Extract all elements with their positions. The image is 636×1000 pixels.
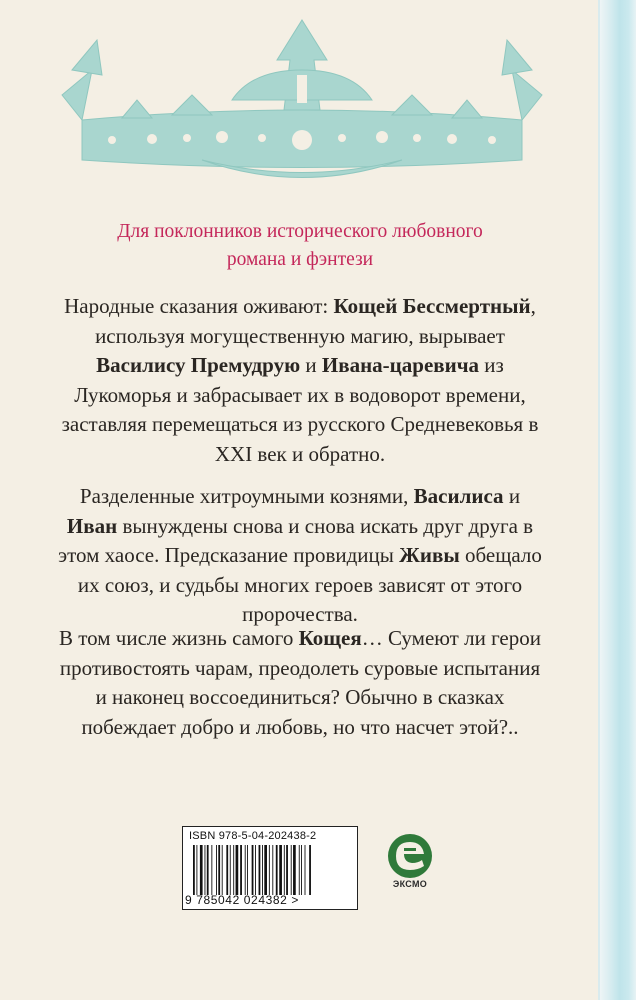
tagline-line-2: романа и фэнтези: [226, 249, 374, 270]
name-ivan: Ивана-царевича: [321, 353, 480, 377]
barcode-digits: 9 785042 024382 >: [185, 893, 299, 907]
text-run: В том числе жизнь самого: [59, 626, 299, 650]
text-run: обещало их союз, и судьбы многих героев зависят от этого пророчества.: [77, 543, 542, 626]
name-vasilisa: Василису Премудрую: [96, 353, 301, 377]
text-run: Разделенные хитроумными кознями,: [79, 484, 414, 508]
text-run: вынуждены снова и снова искать друг друга в этом хаосе. Предсказание провидицы: [58, 513, 534, 567]
name-koschei: Кощея: [298, 626, 362, 650]
ornament-crown-icon: [52, 0, 552, 195]
name-ivan: Иван: [66, 513, 118, 538]
tagline-line-1: Для поклонников исторического любовного: [117, 221, 483, 242]
tagline: [60, 218, 540, 274]
book-spine: [600, 0, 636, 1000]
text-run: из Лукоморья и забрасывает их в водоворот времени, заставляя перемещаться из русского Средневековья в XXI век и обратно.: [61, 353, 539, 466]
text-run: … Сумеют ли герои противостоять чарам, преодолеть суровые испытания и наконец воссоединиться? Обычно в сказках побеждает добро и любовь, но что насчет этой?..: [59, 626, 541, 739]
publisher-name: ЭКСМО: [392, 879, 428, 889]
text-run: Народные сказания оживают:: [64, 294, 334, 318]
isbn-label: ISBN 978-5-04-202438-2: [189, 830, 317, 842]
text-run: , используя могущественную магию, вырывает: [95, 294, 536, 348]
synopsis-paragraph-1: [58, 292, 542, 469]
name-vasilisa: Василиса: [413, 484, 504, 508]
barcode-bars: [193, 845, 349, 895]
isbn-barcode: [182, 826, 358, 910]
eksmo-logo-icon: [382, 830, 442, 900]
synopsis-paragraph-3: [58, 624, 542, 742]
name-zhiva: Живы: [399, 543, 460, 567]
synopsis-paragraph-2: [58, 482, 542, 630]
text-run: и: [503, 484, 521, 508]
text-run: и: [300, 353, 322, 377]
name-koschei: Кощей Бессмертный: [333, 294, 531, 318]
